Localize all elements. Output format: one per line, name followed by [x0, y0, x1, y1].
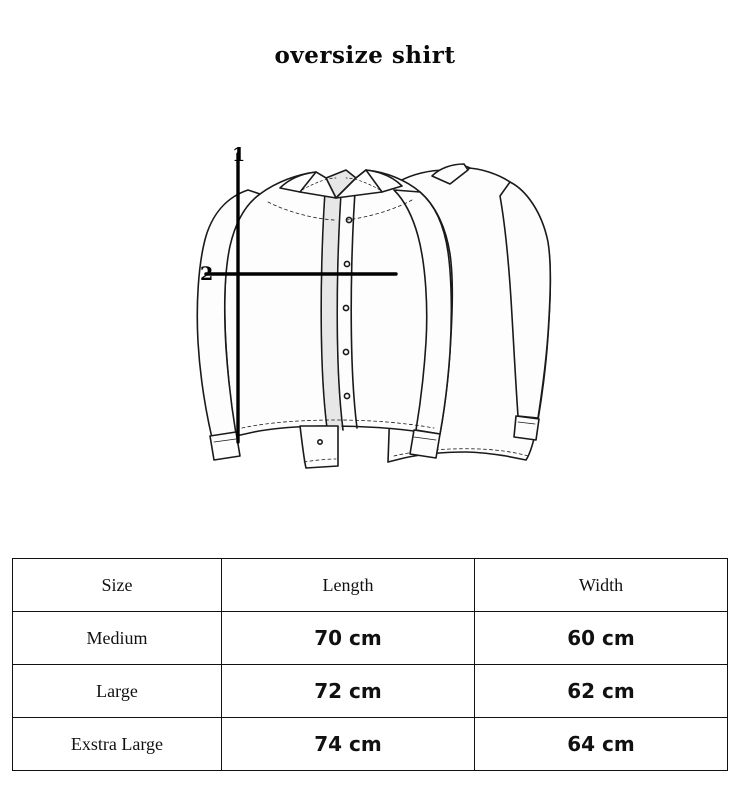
row-width-large: 62 cm [475, 665, 728, 718]
header-length: Length [222, 559, 475, 612]
size-table [12, 558, 728, 771]
row-width-xl: 64 cm [475, 718, 728, 771]
row-width-medium: 60 cm [475, 612, 728, 665]
table-header-row [13, 559, 728, 612]
width-marker-label: 2 [200, 263, 214, 285]
header-width: Width [475, 559, 728, 612]
row-size-large: Large [13, 665, 222, 718]
table-row [13, 718, 728, 771]
length-marker-label: 1 [232, 144, 246, 166]
row-size-medium: Medium [13, 612, 222, 665]
row-length-large: 72 cm [222, 665, 475, 718]
shirt-flat-drawing [150, 120, 590, 520]
row-length-xl: 74 cm [222, 718, 475, 771]
row-length-medium: 70 cm [222, 612, 475, 665]
header-size: Size [13, 559, 222, 612]
row-size-xl: Exstra Large [13, 718, 222, 771]
garment-illustration [150, 120, 590, 520]
table-row [13, 665, 728, 718]
table-row [13, 612, 728, 665]
front-shirt-shape [197, 170, 452, 468]
page-title: oversize shirt [274, 42, 456, 69]
